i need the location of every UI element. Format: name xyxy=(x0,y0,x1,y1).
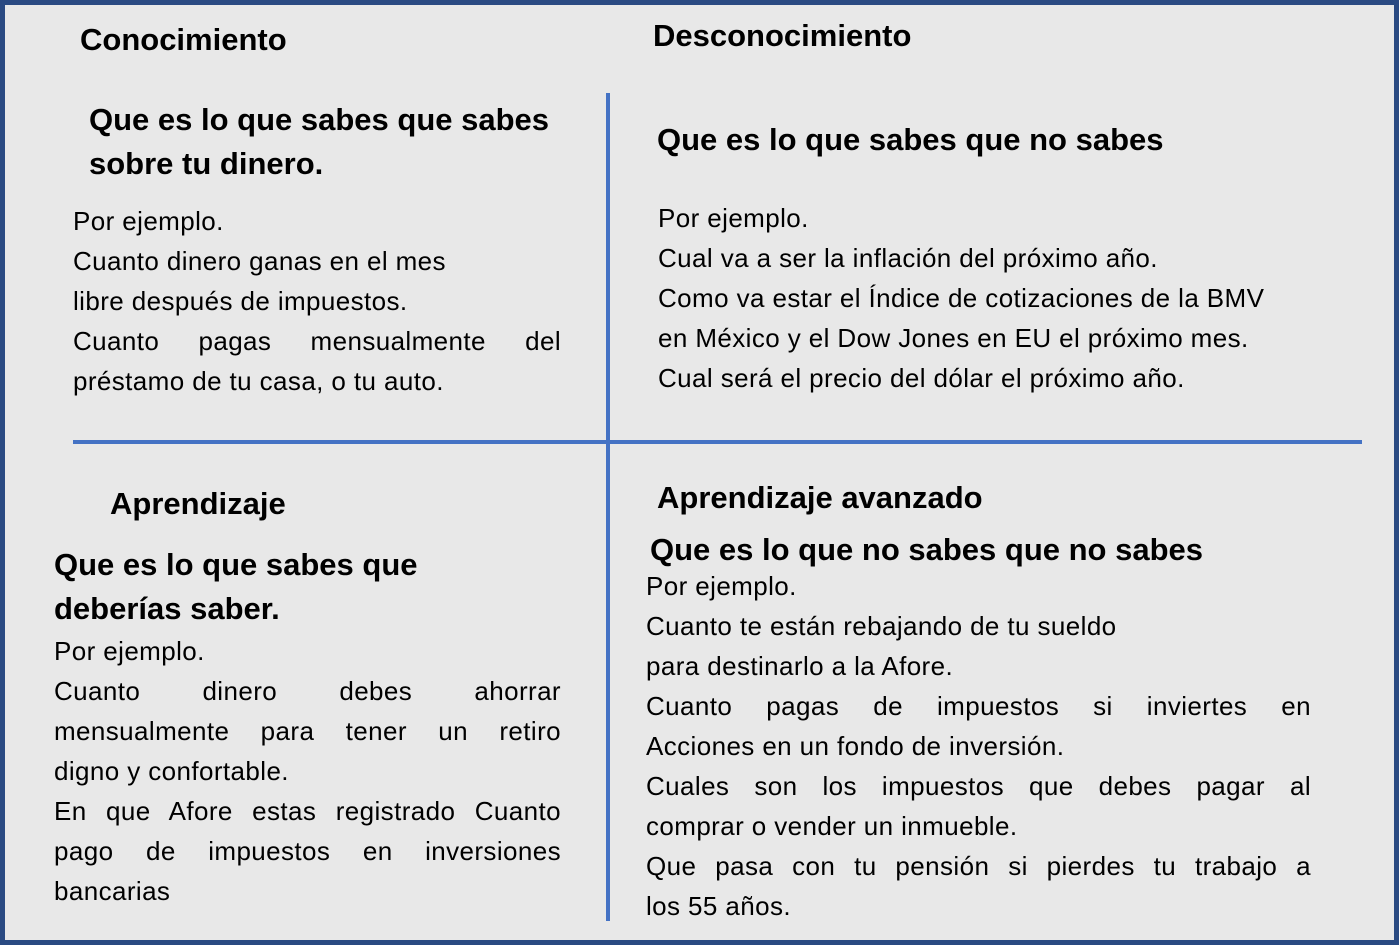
body-line: bancarias xyxy=(54,876,171,906)
body-line: comprar o vender un inmueble. xyxy=(646,811,1018,841)
body-line: pago de impuestos en inversiones xyxy=(54,836,561,866)
label-aprendizaje-avanzado: Aprendizaje avanzado xyxy=(657,480,983,515)
body-line: Cual será el precio del dólar el próximo año. xyxy=(658,363,1185,393)
label-aprendizaje: Aprendizaje xyxy=(110,486,286,521)
body-line: Que pasa con tu pensión si pierdes tu trabajo a xyxy=(646,851,1311,881)
question-top-left: Que es lo que sabes que sabes sobre tu dinero. xyxy=(89,102,550,181)
body-line: Cuanto pagas de impuestos si inviertes en xyxy=(646,691,1311,721)
body-line: Cuanto pagas mensualmente del xyxy=(73,326,561,356)
body-line: los 55 años. xyxy=(646,891,792,921)
body-line: Cuanto te están rebajando de tu sueldo xyxy=(646,611,1117,641)
body-bottom-left xyxy=(54,631,561,911)
body-line: para destinarlo a la Afore. xyxy=(646,651,954,681)
question-bottom-right: Que es lo que no sabes que no sabes xyxy=(650,532,1203,567)
body-line: mensualmente para tener un retiro xyxy=(54,716,561,746)
body-line: Cuanto dinero ganas en el mes xyxy=(73,246,446,276)
vertical-axis-line xyxy=(606,93,610,921)
body-line: Cuales son los impuestos que debes pagar al xyxy=(646,771,1311,801)
body-line: libre después de impuestos. xyxy=(73,286,408,316)
body-line: en México y el Dow Jones en EU el próximo mes. xyxy=(658,323,1249,353)
body-line: Acciones en un fondo de inversión. xyxy=(646,731,1065,761)
body-line: Como va estar el Índice de cotizaciones de la BMV xyxy=(658,283,1265,313)
label-desconocimiento: Desconocimiento xyxy=(653,18,912,53)
body-line: Por ejemplo. xyxy=(658,203,809,233)
body-line: Por ejemplo. xyxy=(73,206,224,236)
label-conocimiento: Conocimiento xyxy=(80,22,287,57)
body-line: Por ejemplo. xyxy=(646,571,797,601)
body-top-left xyxy=(73,201,561,401)
horizontal-axis-line xyxy=(73,440,1362,444)
body-line: préstamo de tu casa, o tu auto. xyxy=(73,366,444,396)
body-line: Cual va a ser la inflación del próximo año. xyxy=(658,243,1158,273)
question-bottom-left: Que es lo que sabes que deberías saber. xyxy=(54,547,418,626)
body-bottom-right xyxy=(646,566,1311,926)
body-line: Por ejemplo. xyxy=(54,636,205,666)
body-top-right xyxy=(658,198,1378,398)
question-top-right: Que es lo que sabes que no sabes xyxy=(657,122,1164,157)
body-line: En que Afore estas registrado Cuanto xyxy=(54,796,561,826)
body-line: Cuanto dinero debes ahorrar xyxy=(54,676,561,706)
body-line: digno y confortable. xyxy=(54,756,289,786)
